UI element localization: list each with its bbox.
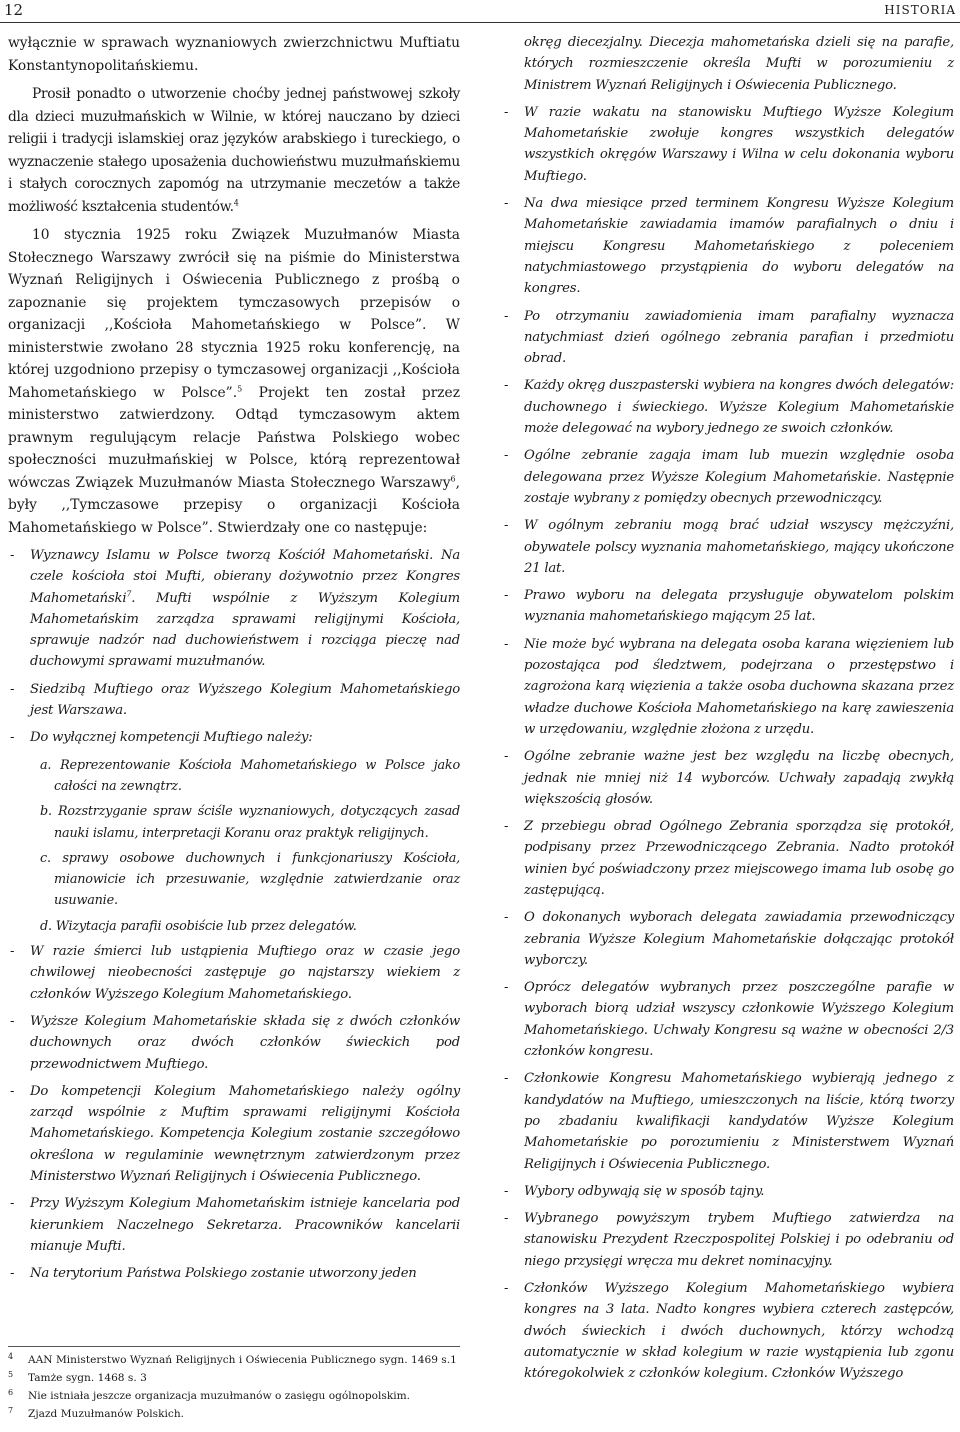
paragraph: Prosił ponadto o utworzenie choćby jednej państwowej szkoły dla dzieci muzułmańskich w Wilnie, w której nauczano by dzieci religii i tradycji islamskiej oraz języków arabskiego i tureckiego, o wyznaczenie stałego uposażenia duchowieństwu muzułmańskiemu i stałych corocznych zapomóg na utrzymanie meczetów a także możliwość kształcenia studentów.$^4$ bbox=[8, 86, 460, 215]
list-item: - Wyższe Kolegium Mahometańskie składa się z dwóch członków duchownych oraz dwóch członków świeckich pod przewodnictwem Muftiego. bbox=[8, 1011, 460, 1075]
list-item: - Przy Wyższym Kolegium Mahometańskim istnieje kancelaria pod kierunkiem Naczelnego Sekretarza. Pracowników kancelarii mianuje Mufti. bbox=[8, 1193, 460, 1257]
sub-item: a. Reprezentowanie Kościoła Mahometańskiego w Polsce jako całości na zewnątrz. bbox=[40, 757, 460, 794]
right-column bbox=[502, 32, 954, 1391]
list-item: - Wybranego powyższym trybem Muftiego zatwierdza na stanowisku Prezydent Rzeczpospolitej Polskiej i po odebraniu od niego przysięgi wręcza mu dekret nominacyjny. bbox=[502, 1208, 954, 1272]
sub-item: b. Rozstrzyganie spraw ściśle wyznaniowych, dotyczących zasad nauki islamu, interpretacji Koranu oraz praktyk religijnych. bbox=[40, 804, 460, 841]
left-column bbox=[8, 32, 460, 1291]
list-item: - Członkowie Kongresu Mahometańskiego wybierają jednego z kandydatów na Muftiego, umieszczonych na liście, którą tworzy po zbadaniu kwalifikacji kandydatów Wyższe Kolegium Mahometańskie po porozumieniu z Ministerstwem Wyznań Religijnych i Oświecenia Publicznego. bbox=[502, 1068, 954, 1174]
footnote: 4 AAN Ministerstwo Wyznań Religijnych i Oświecenia Publicznego sygn. 1469 s.1 bbox=[8, 1352, 457, 1366]
footnote-ref: 4 bbox=[233, 197, 239, 207]
page-number: 12 bbox=[4, 1, 24, 19]
list-item: - Wybory odbywają się w sposób tajny. bbox=[502, 1181, 954, 1202]
footnotes bbox=[8, 1346, 460, 1423]
list-item: - Na dwa miesiące przed terminem Kongresu Wyższe Kolegium Mahometańskie zawiadamia imamów parafialnych o dniu i miejscu Kongresu Mahometańskiego z poleceniem natychmiastowego przystąpienia do wyboru delegatów na kongres. bbox=[502, 193, 954, 299]
list-item: - W ogólnym zebraniu mogą brać udział wszyscy mężczyźni, obywatele polscy wyznania mahometańskiego, mający ukończone 21 lat. bbox=[502, 515, 954, 579]
list-item: - O dokonanych wyborach delegata zawiadamia przewodniczący zebrania Wyższe Kolegium Mahometańskie dołączając protokół wyborczy. bbox=[502, 907, 954, 971]
list-item: - Siedzibą Muftiego oraz Wyższego Kolegium Mahometańskiego jest Warszawa. bbox=[8, 679, 460, 722]
list-item: - Nie może być wybrana na delegata osoba karana więzieniem lub pozostająca pod śledztwem, podejrzana o przestępstwo i zagrożona karą więzienia a także osoba duchowna skazana przez władze duchowe Kościoła Mahometańskiego na karę zawieszenia w urzędowaniu, względnie złożona z urzędu. bbox=[502, 634, 954, 740]
list-item: - Po otrzymaniu zawiadomienia imam parafialny wyznacza natychmiast dzień ogólnego zebrania parafian i przedmiotu obrad. bbox=[502, 306, 954, 370]
footnote: 7 Zjazd Muzułmanów Polskich. bbox=[8, 1406, 185, 1420]
footnote-ref: 6 bbox=[450, 473, 456, 483]
list-item: - W razie wakatu na stanowisku Muftiego Wyższe Kolegium Mahometańskie zwołuje kongres wszystkich delegatów wszystkich okręgów Warszawy i Wilna w celu dokonania wyboru Muftiego. bbox=[502, 102, 954, 187]
list-item: - W razie śmierci lub ustąpienia Muftiego oraz w czasie jego chwilowej nieobecności zastępuje go najstarszy wiekiem z członków Wyższego Kolegium Mahometańskiego. bbox=[8, 941, 460, 1005]
list-item: - Ogólne zebranie ważne jest bez względu na liczbę obecnych, jednak nie mniej niż 14 wyborców. Uchwały zapadają zwykłą większością głosów. bbox=[502, 746, 954, 810]
list-item: - Do kompetencji Kolegium Mahometańskiego należy ogólny zarząd wspólnie z Muftim sprawami religijnymi Kościoła Mahometańskiego. Kompetencja Kolegium zostanie szczegółowo określona w regulaminie wewnętrznym zatwierdzonym przez Ministerstwo Wyznań Religijnych i Oświecenia Publicznego. bbox=[8, 1081, 460, 1187]
list-item: - Ogólne zebranie zagaja imam lub muezin względnie osoba delegowana przez Wyższe Kolegium Mahometańskie. Następnie zostaje wybrany z pomiędzy obecnych przewodniczący. bbox=[502, 445, 954, 509]
list-item-continuation: okręg diecezjalny. Diecezja mahometańska dzieli się na parafie, których rozmieszczenie określa Mufti w porozumieniu z Ministrem Wyznań Religijnych i Oświecenia Publicznego. bbox=[524, 35, 954, 93]
list-item: - Członków Wyższego Kolegium Mahometańskiego wybiera kongres na 3 lata. Nadto kongres wybiera czterech zastępców, dwóch świeckich i dwóch duchownych, którzy wchodzą automatycznie w skład kolegium w razie wystąpienia lub zgonu któregokolwiek z członków kolegium. Członków Wyższego bbox=[502, 1278, 954, 1384]
provisions-list-continued bbox=[502, 32, 954, 1385]
provisions-list bbox=[8, 545, 460, 1285]
footnote-ref: 7 bbox=[126, 589, 132, 599]
list-item: - Oprócz delegatów wybranych przez poszczególne parafie w wyborach biorą udział wszyscy członkowie Wyższego Kolegium Mahometańskiego. Uchwały Kongresu są ważne w obecności 2/3 członków kongresu. bbox=[502, 977, 954, 1062]
paragraph: wyłącznie w sprawach wyznaniowych zwierzchnictwu Muftiatu Konstantynopolitańskiemu. bbox=[8, 35, 460, 74]
footnote: 5 Tamże sygn. 1468 s. 3 bbox=[8, 1370, 147, 1384]
list-item: - Na terytorium Państwa Polskiego zostanie utworzony jeden bbox=[8, 1263, 460, 1284]
page-header bbox=[0, 0, 960, 23]
footnote-ref: 5 bbox=[237, 383, 243, 393]
list-item: - Z przebiegu obrad Ogólnego Zebrania sporządza się protokół, podpisany przez Przewodniczącego Zebrania. Nadto protokół winien być poświadczony przez miejscowego imama lub osobę go zastępującą. bbox=[502, 816, 954, 901]
list-item: - Wyznawcy Islamu w Polsce tworzą Kościół Mahometański. Na czele kościoła stoi Mufti, obierany dożywotnio przez Kongres Mahometański$^7$. Mufti wspólnie z Wyższym Kolegium Mahometańskim zarządza sprawami religijnymi Kościoła, sprawuje nadzór nad duchowieństwem i rozciąga pieczę nad duchowymi sprawami muzułmanów. bbox=[8, 545, 460, 673]
list-item: - Każdy okręg duszpasterski wybiera na kongres dwóch delegatów: duchownego i świeckiego. Wyższe Kolegium Mahometańskie może delegować na wybory jednego ze swoich członków. bbox=[502, 375, 954, 439]
sub-item: d. Wizytacja parafii osobiście lub przez delegatów. bbox=[40, 918, 357, 934]
list-item: - Do wyłącznej kompetencji Muftiego należy: bbox=[8, 727, 460, 748]
sub-item: c. sprawy osobowe duchownych i funkcjonariuszy Kościoła, mianowicie ich przesuwanie, względnie zatwierdzanie oraz usuwanie. bbox=[40, 850, 460, 909]
list-item: - Prawo wyboru na delegata przysługuje obywatelom polskim wyznania mahometańskiego mającym 25 lat. bbox=[502, 585, 954, 628]
footnote: 6 Nie istniała jeszcze organizacja muzułmanów o zasięgu ogólnopolskim. bbox=[8, 1388, 411, 1402]
paragraph: 10 stycznia 1925 roku Związek Muzułmanów Miasta Stołecznego Warszawy zwrócił się na piśmie do Ministerstwa Wyznań Religijnych i Oświecenia Publicznego z prośbą o zapoznanie się projektem tymczasowych przepisów o organizacji ,,Kościoła Mahometańskiego w Polsce”. W ministerstwie zwołano 28 stycznia 1925 roku konferencję, na której uzgodniono przepisy o tymczasowej organizacji ,,Kościoła Mahometańskiego w Polsce”.$^5$ Projekt ten został przez ministerstwo zatwierdzony. Odtąd tymczasowym aktem prawnym regulującym relacje Państwa Polskiego wobec społeczności muzułmańskiej w Polsce, którą reprezentował wówczas Związek Muzułmanów Miasta Stołecznego Warszawy$^6$, były ,,Tymczasowe przepisy o organizacji Kościoła Mahometańskiego w Polsce”. Stwierdzały one co następuje: bbox=[8, 227, 460, 536]
section-label: HISTORIA bbox=[884, 3, 956, 17]
